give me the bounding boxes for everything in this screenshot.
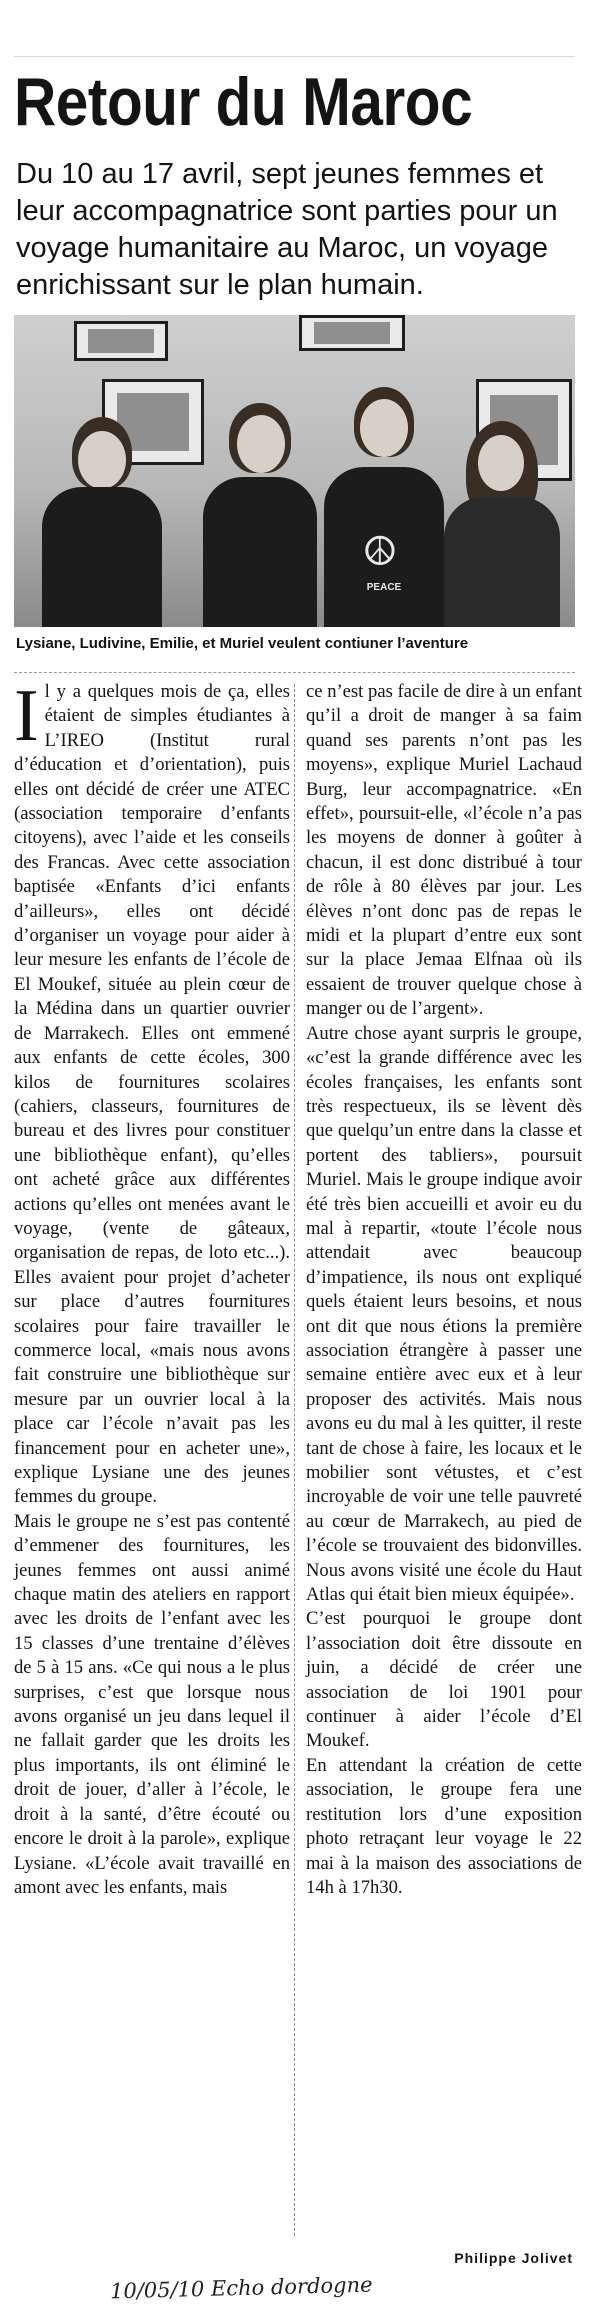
article-column-1 (14, 675, 290, 1900)
body-paragraph: En attendant la création de cette association, le groupe fera une restitution lors d’une exposition photo retraçant leur voyage le 22 mai à la maison des associations de 14h à 17h30. (306, 1754, 582, 1898)
person-right (444, 407, 560, 627)
body-paragraph: ce n’est pas facile de dire à un enfant qu’il a droit de manger à sa faim quand ses parents n’ont pas les moyens», explique Muriel Lachaud Burg, leur accompagnatrice. «En effet», poursuit-elle, «l’école n’a pas les moyens de donner à goûter à chacun, il est donc distribué à tour de rôle à 80 élèves par jour. Les élèves n’ont donc pas de repas le midi et la plupart d’entre eux sont sur la place Jemaa Elfnaa où ils essaient de trouver quelque chose à manger ou de l’argent». (306, 681, 582, 1020)
person-center-left (199, 387, 319, 627)
article-deck: Du 10 au 17 avril, sept jeunes femmes et leur accompagnatrice sont parties pour un voyage humanitaire au Maroc, un voyage enrichissant sur le plan humain. (16, 158, 558, 301)
wall-frame (299, 315, 405, 351)
handwritten-note: 10/05/10 Echo dordogne (109, 2272, 373, 2304)
article-column-2 (306, 680, 582, 1900)
author-byline: Philippe Jolivet (454, 2250, 573, 2266)
wall-frame (74, 321, 168, 361)
article-headline: Retour du Maroc (14, 64, 473, 140)
person-left (42, 397, 162, 627)
drop-cap: I (14, 675, 39, 757)
shirt-text: PEACE (366, 582, 402, 593)
person-center-right (324, 377, 444, 627)
body-paragraph: Mais le groupe ne s’est pas contenté d’emmener des fournitures, les jeunes femmes ont aussi animé chaque matin des ateliers en rapport avec les droits de l’enfant avec les 15 classes d’une trentaine d’élèves de 5 à 15 ans. «Ce qui nous a le plus surprises, c’est que lorsque nous avons organisé un jeu dans lequel il ne fallait garder que les droits les plus importants, ils ont éliminé le droit de jouer, d’aller à l’école, le droit à la santé, d’être écouté ou encore le droit à la parole», explique Lysiane. «L’école avait travaillé en amont avec les enfants, mais (14, 1510, 290, 1898)
caption-rule (14, 672, 575, 673)
body-paragraph: l y a quelques mois de ça, elles étaient de simples étudiantes à L’IREO (Institut rural d’éducation et d’orientation), puis elles ont décidé de créer une ATEC (association temporaire d’enfants citoyens), avec l’aide et les conseils des Francas. Avec cette association baptisée «Enfants d’ici enfants d’ailleurs», elles ont décidé d’organiser un voyage pour aider à leur mesure les enfants de l’école de El Moukef, située au plein cœur de la Médina dans un quartier ouvrier de Marrakech. Elles ont emmené aux enfants de cette écoles, 300 kilos de fournitures scolaires (cahiers, classeurs, fournitures de bureau et des livres pour constituer une bibliothèque enfant), qu’elles ont acheté grâce aux différentes actions qu’elles ont menées avant le voyage, (vente de gâteaux, organisation de repas, de loto etc...). Elles avaient pour projet d’acheter sur place d’autres fournitures scolaires pour faire travailler le commerce local, «mais nous avons fait construire une bibliothèque sur mesure par un ouvrier local à la place car l’école n’avait pas les financement pour en acheter une», explique Lysiane une des jeunes femmes du groupe. (14, 681, 290, 1508)
body-paragraph: Autre chose ayant surpris le groupe, «c’est la grande différence avec les écoles françaises, les enfants sont très respectueux, ils se lèvent dès que quelqu’un entre dans la classe et portent des tabliers», poursuit Muriel. Mais le groupe indique avoir été très bien accueilli et avoir eu du mal à repartir, «toute l’école nous attendait avec beaucoup d’impatience, ils nous ont expliqué quels étaient leurs besoins, et nous ont dit que nous étions la première association étrangère à passer une semaine entière avec eux et à leur proposer des activités. Mais nous avons eu du mal à les quitter, il reste tant de chose à faire, les locaux et le mobilier sont vétustes, et c’est incroyable de voir une telle pauvreté au cœur de Marrakech, au pied de l’école se trouvaient des bidonvilles. Nous avons visité une école du Haut Atlas qui était bien mieux équipée». (306, 1022, 582, 1606)
peace-symbol-icon: ☮ (362, 529, 398, 574)
body-paragraph: C’est pourquoi le groupe dont l’association doit être dissoute en juin, a décidé de créer une association de loi 1901 pour continuer à aider l’école d’El Moukef. (306, 1608, 582, 1752)
group-photo (14, 315, 575, 627)
column-separator (294, 684, 295, 2236)
photo-caption: Lysiane, Ludivine, Emilie, et Muriel veulent contiuner l’aventure (16, 635, 469, 652)
top-rule (14, 56, 575, 57)
